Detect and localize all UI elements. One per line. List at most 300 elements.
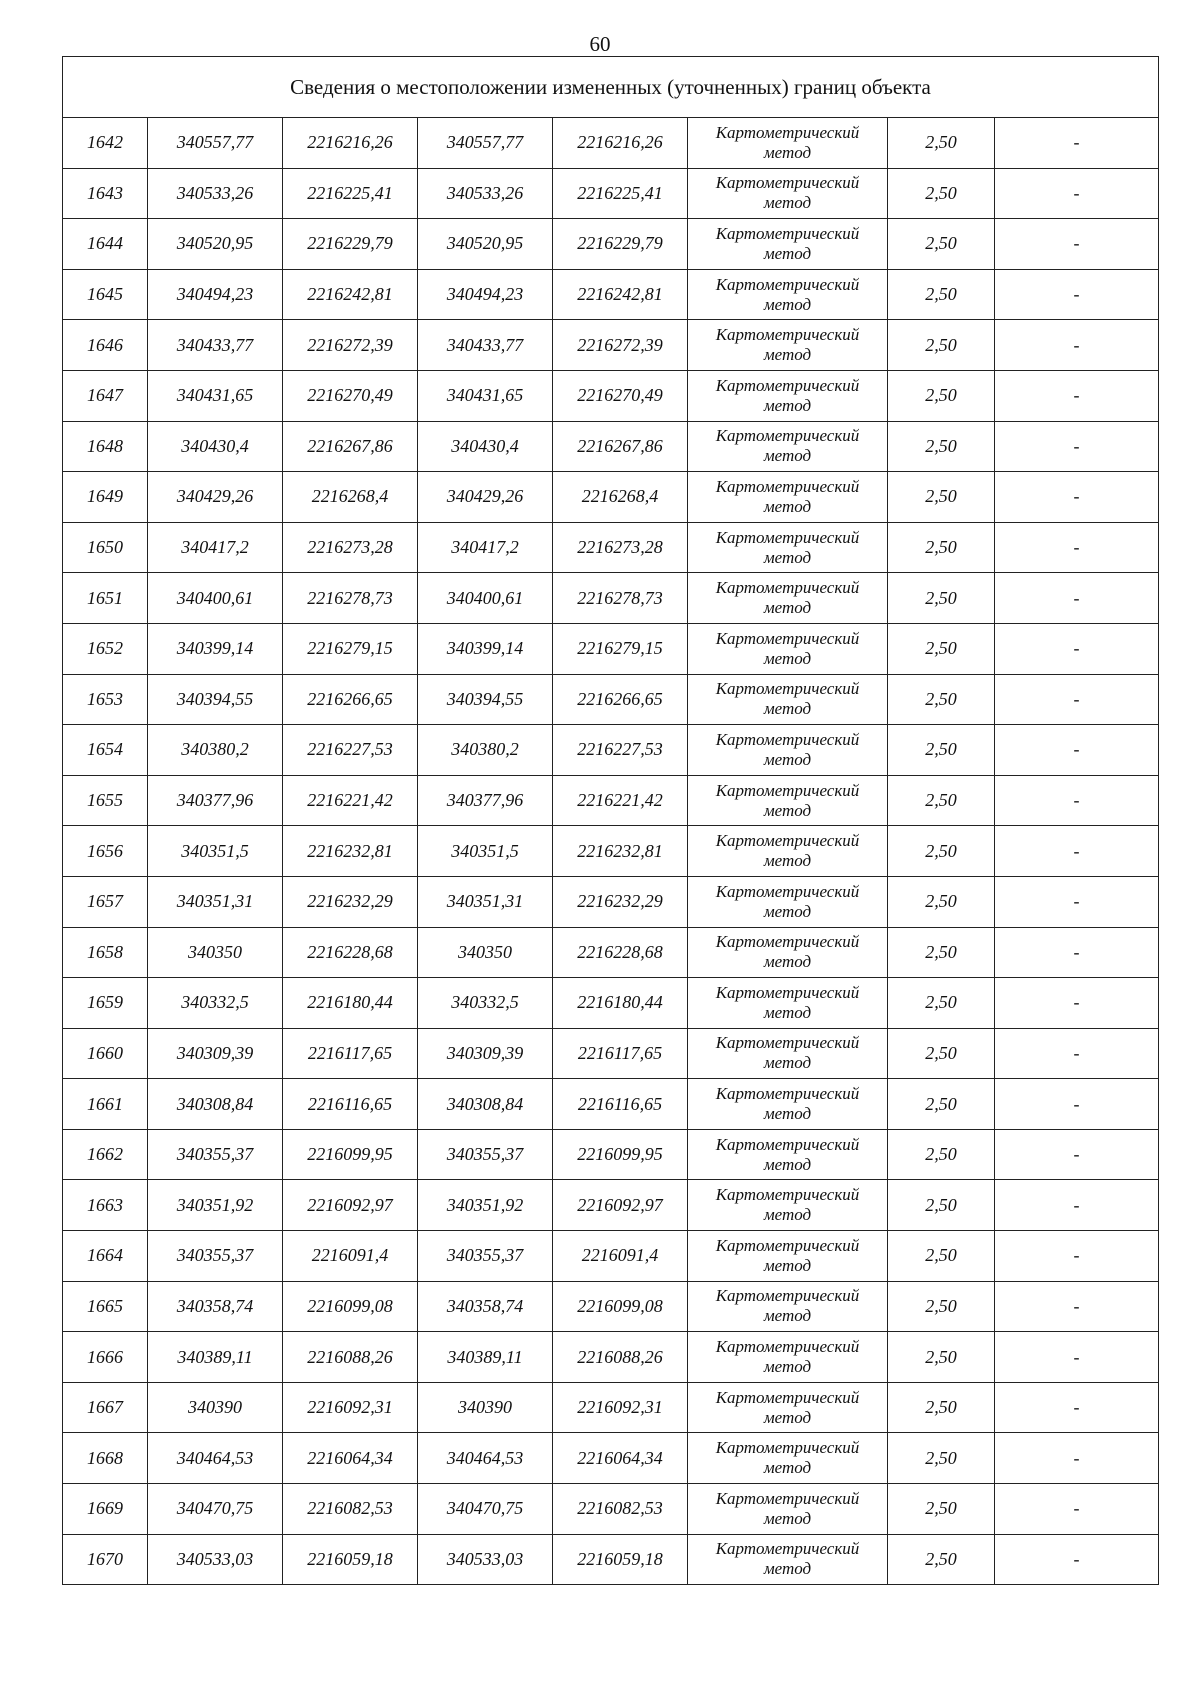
accuracy-cell: 2,50 <box>888 978 995 1029</box>
accuracy-cell: 2,50 <box>888 573 995 624</box>
x-old-cell: 340520,95 <box>148 219 283 270</box>
table-row <box>63 1028 1159 1079</box>
note-cell: - <box>995 269 1159 320</box>
method-cell <box>688 674 888 725</box>
point-number-cell: 1650 <box>63 522 148 573</box>
accuracy-cell: 2,50 <box>888 1180 995 1231</box>
y-old-cell: 2216278,73 <box>283 573 418 624</box>
x-new-cell: 340332,5 <box>418 978 553 1029</box>
note-cell: - <box>995 1129 1159 1180</box>
point-number-cell: 1665 <box>63 1281 148 1332</box>
x-new-cell: 340430,4 <box>418 421 553 472</box>
accuracy-cell: 2,50 <box>888 472 995 523</box>
x-old-cell: 340350 <box>148 927 283 978</box>
note-cell: - <box>995 725 1159 776</box>
method-line2: метод <box>763 1407 812 1427</box>
y-new-cell: 2216270,49 <box>553 370 688 421</box>
table-title: Сведения о местоположении измененных (уточненных) границ объекта <box>63 57 1159 118</box>
point-number-cell: 1668 <box>63 1433 148 1484</box>
x-new-cell: 340433,77 <box>418 320 553 371</box>
accuracy-cell: 2,50 <box>888 168 995 219</box>
x-old-cell: 340351,92 <box>148 1180 283 1231</box>
y-old-cell: 2216088,26 <box>283 1332 418 1383</box>
boundary-coordinates-table <box>62 56 1159 1585</box>
method-line1: Картометрический <box>715 578 860 598</box>
y-new-cell: 2216273,28 <box>553 522 688 573</box>
method-line1: Картометрический <box>715 982 860 1002</box>
y-old-cell: 2216232,29 <box>283 876 418 927</box>
x-old-cell: 340430,4 <box>148 421 283 472</box>
note-cell: - <box>995 118 1159 169</box>
point-number-cell: 1661 <box>63 1079 148 1130</box>
accuracy-cell: 2,50 <box>888 927 995 978</box>
note-cell: - <box>995 674 1159 725</box>
x-old-cell: 340494,23 <box>148 269 283 320</box>
page-number: 60 <box>589 32 611 56</box>
x-new-cell: 340557,77 <box>418 118 553 169</box>
table-row <box>63 674 1159 725</box>
accuracy-cell: 2,50 <box>888 118 995 169</box>
method-cell <box>688 1281 888 1332</box>
x-old-cell: 340533,03 <box>148 1534 283 1585</box>
x-new-cell: 340358,74 <box>418 1281 553 1332</box>
method-line1: Картометрический <box>715 780 860 800</box>
method-line1: Картометрический <box>715 325 860 345</box>
x-old-cell: 340332,5 <box>148 978 283 1029</box>
table-row <box>63 1534 1159 1585</box>
point-number-cell: 1653 <box>63 674 148 725</box>
point-number-cell: 1644 <box>63 219 148 270</box>
table-title-row <box>63 57 1159 118</box>
accuracy-cell: 2,50 <box>888 1534 995 1585</box>
method-line1: Картометрический <box>715 274 860 294</box>
y-new-cell: 2216088,26 <box>553 1332 688 1383</box>
method-cell <box>688 522 888 573</box>
point-number-cell: 1664 <box>63 1231 148 1282</box>
method-cell <box>688 623 888 674</box>
method-cell <box>688 269 888 320</box>
table-row <box>63 1433 1159 1484</box>
method-line1: Картометрический <box>715 1084 860 1104</box>
point-number-cell: 1663 <box>63 1180 148 1231</box>
x-new-cell: 340520,95 <box>418 219 553 270</box>
note-cell: - <box>995 370 1159 421</box>
x-old-cell: 340394,55 <box>148 674 283 725</box>
table-row <box>63 1332 1159 1383</box>
table-row <box>63 826 1159 877</box>
note-cell: - <box>995 876 1159 927</box>
method-line1: Картометрический <box>715 1488 860 1508</box>
x-new-cell: 340400,61 <box>418 573 553 624</box>
y-old-cell: 2216279,15 <box>283 623 418 674</box>
y-old-cell: 2216099,95 <box>283 1129 418 1180</box>
point-number-cell: 1651 <box>63 573 148 624</box>
method-cell <box>688 775 888 826</box>
table-row <box>63 269 1159 320</box>
point-number-cell: 1643 <box>63 168 148 219</box>
accuracy-cell: 2,50 <box>888 1281 995 1332</box>
method-line2: метод <box>763 1306 812 1326</box>
method-line1: Картометрический <box>715 729 860 749</box>
method-line1: Картометрический <box>715 1286 860 1306</box>
y-new-cell: 2216279,15 <box>553 623 688 674</box>
y-old-cell: 2216221,42 <box>283 775 418 826</box>
accuracy-cell: 2,50 <box>888 421 995 472</box>
method-cell <box>688 1231 888 1282</box>
accuracy-cell: 2,50 <box>888 674 995 725</box>
x-old-cell: 340355,37 <box>148 1231 283 1282</box>
table-row <box>63 1231 1159 1282</box>
note-cell: - <box>995 1534 1159 1585</box>
y-new-cell: 2216092,97 <box>553 1180 688 1231</box>
x-old-cell: 340389,11 <box>148 1332 283 1383</box>
note-cell: - <box>995 1484 1159 1535</box>
method-line1: Картометрический <box>715 122 860 142</box>
method-cell <box>688 1129 888 1180</box>
accuracy-cell: 2,50 <box>888 826 995 877</box>
table-body <box>63 57 1159 1585</box>
accuracy-cell: 2,50 <box>888 725 995 776</box>
method-cell <box>688 1382 888 1433</box>
method-line2: метод <box>763 243 812 263</box>
x-new-cell: 340470,75 <box>418 1484 553 1535</box>
note-cell: - <box>995 1028 1159 1079</box>
y-old-cell: 2216268,4 <box>283 472 418 523</box>
x-new-cell: 340350 <box>418 927 553 978</box>
accuracy-cell: 2,50 <box>888 1332 995 1383</box>
method-line2: метод <box>763 446 812 466</box>
accuracy-cell: 2,50 <box>888 219 995 270</box>
y-new-cell: 2216229,79 <box>553 219 688 270</box>
x-new-cell: 340389,11 <box>418 1332 553 1383</box>
table-row <box>63 573 1159 624</box>
point-number-cell: 1645 <box>63 269 148 320</box>
y-old-cell: 2216092,31 <box>283 1382 418 1433</box>
x-old-cell: 340400,61 <box>148 573 283 624</box>
table-row <box>63 978 1159 1029</box>
note-cell: - <box>995 1281 1159 1332</box>
accuracy-cell: 2,50 <box>888 1484 995 1535</box>
method-cell <box>688 421 888 472</box>
x-new-cell: 340355,37 <box>418 1231 553 1282</box>
point-number-cell: 1656 <box>63 826 148 877</box>
point-number-cell: 1662 <box>63 1129 148 1180</box>
y-old-cell: 2216059,18 <box>283 1534 418 1585</box>
x-new-cell: 340377,96 <box>418 775 553 826</box>
accuracy-cell: 2,50 <box>888 1129 995 1180</box>
accuracy-cell: 2,50 <box>888 269 995 320</box>
method-line2: метод <box>763 1255 812 1275</box>
method-cell <box>688 927 888 978</box>
x-old-cell: 340358,74 <box>148 1281 283 1332</box>
table-row <box>63 1382 1159 1433</box>
x-old-cell: 340429,26 <box>148 472 283 523</box>
point-number-cell: 1670 <box>63 1534 148 1585</box>
table-row <box>63 370 1159 421</box>
method-cell <box>688 370 888 421</box>
y-old-cell: 2216229,79 <box>283 219 418 270</box>
method-line1: Картометрический <box>715 1033 860 1053</box>
accuracy-cell: 2,50 <box>888 1079 995 1130</box>
accuracy-cell: 2,50 <box>888 1382 995 1433</box>
y-old-cell: 2216225,41 <box>283 168 418 219</box>
y-new-cell: 2216221,42 <box>553 775 688 826</box>
note-cell: - <box>995 573 1159 624</box>
method-cell <box>688 978 888 1029</box>
point-number-cell: 1658 <box>63 927 148 978</box>
method-cell <box>688 472 888 523</box>
table-row <box>63 1484 1159 1535</box>
method-line2: метод <box>763 1357 812 1377</box>
point-number-cell: 1646 <box>63 320 148 371</box>
point-number-cell: 1659 <box>63 978 148 1029</box>
x-new-cell: 340533,26 <box>418 168 553 219</box>
x-old-cell: 340308,84 <box>148 1079 283 1130</box>
method-line1: Картометрический <box>715 476 860 496</box>
note-cell: - <box>995 168 1159 219</box>
accuracy-cell: 2,50 <box>888 775 995 826</box>
x-old-cell: 340355,37 <box>148 1129 283 1180</box>
method-line1: Картометрический <box>715 426 860 446</box>
x-old-cell: 340433,77 <box>148 320 283 371</box>
note-cell: - <box>995 472 1159 523</box>
note-cell: - <box>995 320 1159 371</box>
x-new-cell: 340390 <box>418 1382 553 1433</box>
x-old-cell: 340533,26 <box>148 168 283 219</box>
y-new-cell: 2216099,08 <box>553 1281 688 1332</box>
table-row <box>63 1180 1159 1231</box>
method-line1: Картометрический <box>715 375 860 395</box>
point-number-cell: 1647 <box>63 370 148 421</box>
table-row <box>63 1079 1159 1130</box>
y-old-cell: 2216242,81 <box>283 269 418 320</box>
y-old-cell: 2216117,65 <box>283 1028 418 1079</box>
table-row <box>63 219 1159 270</box>
y-new-cell: 2216278,73 <box>553 573 688 624</box>
method-cell <box>688 168 888 219</box>
method-line2: метод <box>763 901 812 921</box>
point-number-cell: 1667 <box>63 1382 148 1433</box>
y-old-cell: 2216232,81 <box>283 826 418 877</box>
y-new-cell: 2216242,81 <box>553 269 688 320</box>
x-new-cell: 340429,26 <box>418 472 553 523</box>
x-new-cell: 340533,03 <box>418 1534 553 1585</box>
x-old-cell: 340380,2 <box>148 725 283 776</box>
y-new-cell: 2216099,95 <box>553 1129 688 1180</box>
y-new-cell: 2216266,65 <box>553 674 688 725</box>
x-new-cell: 340494,23 <box>418 269 553 320</box>
table-row <box>63 472 1159 523</box>
method-line2: метод <box>763 1002 812 1022</box>
accuracy-cell: 2,50 <box>888 1028 995 1079</box>
method-line1: Картометрический <box>715 1539 860 1559</box>
method-line2: метод <box>763 648 812 668</box>
table-row <box>63 725 1159 776</box>
table-row <box>63 1129 1159 1180</box>
table-row <box>63 168 1159 219</box>
method-cell <box>688 725 888 776</box>
method-cell <box>688 1484 888 1535</box>
method-cell <box>688 320 888 371</box>
point-number-cell: 1648 <box>63 421 148 472</box>
x-old-cell: 340464,53 <box>148 1433 283 1484</box>
y-old-cell: 2216091,4 <box>283 1231 418 1282</box>
point-number-cell: 1642 <box>63 118 148 169</box>
point-number-cell: 1669 <box>63 1484 148 1535</box>
method-line1: Картометрический <box>715 1387 860 1407</box>
y-old-cell: 2216273,28 <box>283 522 418 573</box>
method-line2: метод <box>763 1559 812 1579</box>
x-new-cell: 340309,39 <box>418 1028 553 1079</box>
method-line2: метод <box>763 142 812 162</box>
y-new-cell: 2216064,34 <box>553 1433 688 1484</box>
y-old-cell: 2216180,44 <box>283 978 418 1029</box>
x-old-cell: 340377,96 <box>148 775 283 826</box>
note-cell: - <box>995 1180 1159 1231</box>
y-old-cell: 2216266,65 <box>283 674 418 725</box>
note-cell: - <box>995 826 1159 877</box>
note-cell: - <box>995 421 1159 472</box>
note-cell: - <box>995 522 1159 573</box>
method-line2: метод <box>763 547 812 567</box>
method-line1: Картометрический <box>715 679 860 699</box>
x-old-cell: 340399,14 <box>148 623 283 674</box>
accuracy-cell: 2,50 <box>888 522 995 573</box>
method-cell <box>688 1433 888 1484</box>
accuracy-cell: 2,50 <box>888 1433 995 1484</box>
method-line1: Картометрический <box>715 173 860 193</box>
y-old-cell: 2216216,26 <box>283 118 418 169</box>
method-line2: метод <box>763 1508 812 1528</box>
y-old-cell: 2216092,97 <box>283 1180 418 1231</box>
x-old-cell: 340390 <box>148 1382 283 1433</box>
method-cell <box>688 118 888 169</box>
method-line1: Картометрический <box>715 628 860 648</box>
x-new-cell: 340399,14 <box>418 623 553 674</box>
note-cell: - <box>995 1382 1159 1433</box>
x-new-cell: 340394,55 <box>418 674 553 725</box>
point-number-cell: 1666 <box>63 1332 148 1383</box>
method-cell <box>688 876 888 927</box>
point-number-cell: 1654 <box>63 725 148 776</box>
y-new-cell: 2216268,4 <box>553 472 688 523</box>
method-line1: Картометрический <box>715 831 860 851</box>
y-new-cell: 2216117,65 <box>553 1028 688 1079</box>
method-line1: Картометрический <box>715 1134 860 1154</box>
x-old-cell: 340557,77 <box>148 118 283 169</box>
x-new-cell: 340431,65 <box>418 370 553 421</box>
note-cell: - <box>995 927 1159 978</box>
note-cell: - <box>995 775 1159 826</box>
method-line1: Картометрический <box>715 1337 860 1357</box>
method-line1: Картометрический <box>715 881 860 901</box>
method-line2: метод <box>763 699 812 719</box>
y-new-cell: 2216225,41 <box>553 168 688 219</box>
method-line2: метод <box>763 851 812 871</box>
method-line2: метод <box>763 749 812 769</box>
table-row <box>63 876 1159 927</box>
y-new-cell: 2216059,18 <box>553 1534 688 1585</box>
y-new-cell: 2216227,53 <box>553 725 688 776</box>
method-line2: метод <box>763 1205 812 1225</box>
method-cell <box>688 573 888 624</box>
method-cell <box>688 1534 888 1585</box>
y-new-cell: 2216228,68 <box>553 927 688 978</box>
point-number-cell: 1652 <box>63 623 148 674</box>
method-line2: метод <box>763 598 812 618</box>
x-old-cell: 340351,31 <box>148 876 283 927</box>
y-old-cell: 2216082,53 <box>283 1484 418 1535</box>
x-new-cell: 340464,53 <box>418 1433 553 1484</box>
table-row <box>63 522 1159 573</box>
note-cell: - <box>995 623 1159 674</box>
y-old-cell: 2216064,34 <box>283 1433 418 1484</box>
y-new-cell: 2216232,29 <box>553 876 688 927</box>
method-line1: Картометрический <box>715 223 860 243</box>
note-cell: - <box>995 219 1159 270</box>
note-cell: - <box>995 1079 1159 1130</box>
method-cell <box>688 1332 888 1383</box>
point-number-cell: 1649 <box>63 472 148 523</box>
y-old-cell: 2216099,08 <box>283 1281 418 1332</box>
table-row <box>63 927 1159 978</box>
x-new-cell: 340351,92 <box>418 1180 553 1231</box>
y-old-cell: 2216272,39 <box>283 320 418 371</box>
table-row <box>63 421 1159 472</box>
y-old-cell: 2216267,86 <box>283 421 418 472</box>
method-line2: метод <box>763 294 812 314</box>
accuracy-cell: 2,50 <box>888 1231 995 1282</box>
y-old-cell: 2216270,49 <box>283 370 418 421</box>
y-new-cell: 2216232,81 <box>553 826 688 877</box>
method-line2: метод <box>763 1104 812 1124</box>
point-number-cell: 1655 <box>63 775 148 826</box>
y-new-cell: 2216082,53 <box>553 1484 688 1535</box>
method-line2: метод <box>763 1053 812 1073</box>
x-old-cell: 340309,39 <box>148 1028 283 1079</box>
note-cell: - <box>995 1332 1159 1383</box>
method-line2: метод <box>763 345 812 365</box>
y-old-cell: 2216116,65 <box>283 1079 418 1130</box>
note-cell: - <box>995 1231 1159 1282</box>
y-new-cell: 2216092,31 <box>553 1382 688 1433</box>
method-line1: Картометрический <box>715 1438 860 1458</box>
table-row <box>63 623 1159 674</box>
x-new-cell: 340417,2 <box>418 522 553 573</box>
x-old-cell: 340351,5 <box>148 826 283 877</box>
x-old-cell: 340470,75 <box>148 1484 283 1535</box>
y-new-cell: 2216091,4 <box>553 1231 688 1282</box>
method-line2: метод <box>763 952 812 972</box>
table-row <box>63 320 1159 371</box>
note-cell: - <box>995 1433 1159 1484</box>
y-new-cell: 2216272,39 <box>553 320 688 371</box>
method-line1: Картометрический <box>715 1235 860 1255</box>
y-old-cell: 2216228,68 <box>283 927 418 978</box>
method-line2: метод <box>763 1154 812 1174</box>
method-line1: Картометрический <box>715 527 860 547</box>
y-new-cell: 2216116,65 <box>553 1079 688 1130</box>
x-new-cell: 340355,37 <box>418 1129 553 1180</box>
x-old-cell: 340417,2 <box>148 522 283 573</box>
accuracy-cell: 2,50 <box>888 623 995 674</box>
note-cell: - <box>995 978 1159 1029</box>
x-new-cell: 340351,5 <box>418 826 553 877</box>
method-line2: метод <box>763 1458 812 1478</box>
accuracy-cell: 2,50 <box>888 320 995 371</box>
point-number-cell: 1657 <box>63 876 148 927</box>
method-line2: метод <box>763 800 812 820</box>
